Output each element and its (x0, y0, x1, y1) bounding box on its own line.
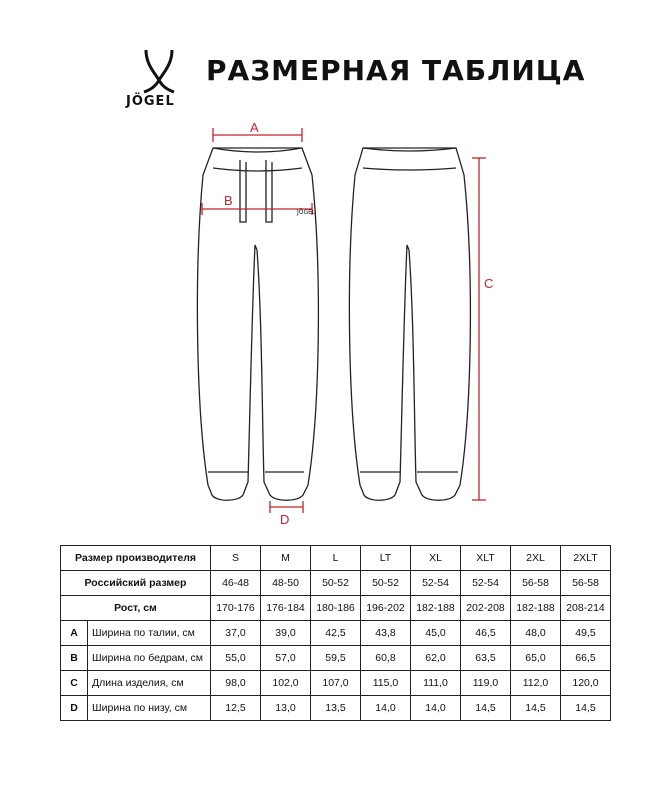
table-cell: 60,8 (361, 646, 411, 671)
table-row (61, 621, 611, 646)
table-cell: 102,0 (261, 671, 311, 696)
table-cell: 55,0 (211, 646, 261, 671)
row-header-label: Рост, см (61, 596, 211, 621)
table-cell: 63,5 (461, 646, 511, 671)
table-cell: 2XLT (561, 546, 611, 571)
table-cell: 182-188 (511, 596, 561, 621)
table-cell: 120,0 (561, 671, 611, 696)
table-cell: 52-54 (411, 571, 461, 596)
measure-letter: C (61, 671, 88, 696)
table-cell: 13,5 (311, 696, 361, 721)
table-cell: L (311, 546, 361, 571)
table-cell: 176-184 (261, 596, 311, 621)
table-row (61, 546, 611, 571)
table-cell: XL (411, 546, 461, 571)
measure-label: Длина изделия, см (88, 671, 211, 696)
table-cell: 112,0 (511, 671, 561, 696)
table-cell: 12,5 (211, 696, 261, 721)
table-cell: 52-54 (461, 571, 511, 596)
table-cell: 14,5 (461, 696, 511, 721)
table-cell: 208-214 (561, 596, 611, 621)
table-cell: 59,5 (311, 646, 361, 671)
measure-label: Ширина по низу, см (88, 696, 211, 721)
table-cell: 43,8 (361, 621, 411, 646)
table-cell: 46-48 (211, 571, 261, 596)
pants-back-outline (349, 148, 470, 500)
brand-name: JÖGEL (126, 94, 175, 109)
table-cell: 98,0 (211, 671, 261, 696)
table-cell: XLT (461, 546, 511, 571)
table-row (61, 571, 611, 596)
table-cell: 2XL (511, 546, 561, 571)
table-cell: 202-208 (461, 596, 511, 621)
page-title: РАЗМЕРНАЯ ТАБЛИЦА (206, 54, 586, 87)
measure-label: Ширина по талии, см (88, 621, 211, 646)
label-d: D (280, 512, 290, 527)
table-cell: 45,0 (411, 621, 461, 646)
table-cell: 57,0 (261, 646, 311, 671)
row-header-label: Размер производителя (61, 546, 211, 571)
table-cell: 39,0 (261, 621, 311, 646)
table-cell: 107,0 (311, 671, 361, 696)
row-header-label: Российский размер (61, 571, 211, 596)
table-cell: 48-50 (261, 571, 311, 596)
table-cell: 170-176 (211, 596, 261, 621)
measure-letter: D (61, 696, 88, 721)
table-cell: 50-52 (361, 571, 411, 596)
table-cell: 13,0 (261, 696, 311, 721)
pants-logo-text: JÖGEL (297, 209, 316, 216)
table-cell: 42,5 (311, 621, 361, 646)
size-table (60, 545, 611, 721)
table-cell: LT (361, 546, 411, 571)
table-cell: 115,0 (361, 671, 411, 696)
table-cell: 14,0 (361, 696, 411, 721)
table-cell: 56-58 (561, 571, 611, 596)
table-cell: 14,5 (511, 696, 561, 721)
table-row (61, 696, 611, 721)
pants-front-outline (197, 148, 318, 500)
table-cell: 65,0 (511, 646, 561, 671)
measure-label: Ширина по бедрам, см (88, 646, 211, 671)
table-cell: 37,0 (211, 621, 261, 646)
measure-letter: A (61, 621, 88, 646)
table-cell: 66,5 (561, 646, 611, 671)
table-cell: 182-188 (411, 596, 461, 621)
table-cell: 56-58 (511, 571, 561, 596)
table-cell: 111,0 (411, 671, 461, 696)
pants-diagram (0, 110, 665, 530)
table-cell: 49,5 (561, 621, 611, 646)
table-cell: M (261, 546, 311, 571)
table-cell: 46,5 (461, 621, 511, 646)
table-cell: S (211, 546, 261, 571)
measure-letter: B (61, 646, 88, 671)
label-b: B (224, 193, 233, 208)
label-a: A (250, 120, 259, 135)
dimension-lines (202, 128, 486, 513)
table-cell: 48,0 (511, 621, 561, 646)
table-cell: 180-186 (311, 596, 361, 621)
table-cell: 196-202 (361, 596, 411, 621)
table-cell: 119,0 (461, 671, 511, 696)
table-row (61, 596, 611, 621)
table-row (61, 646, 611, 671)
table-row (61, 671, 611, 696)
table-cell: 62,0 (411, 646, 461, 671)
table-cell: 50-52 (311, 571, 361, 596)
table-cell: 14,0 (411, 696, 461, 721)
label-c: C (484, 276, 494, 291)
table-cell: 14,5 (561, 696, 611, 721)
